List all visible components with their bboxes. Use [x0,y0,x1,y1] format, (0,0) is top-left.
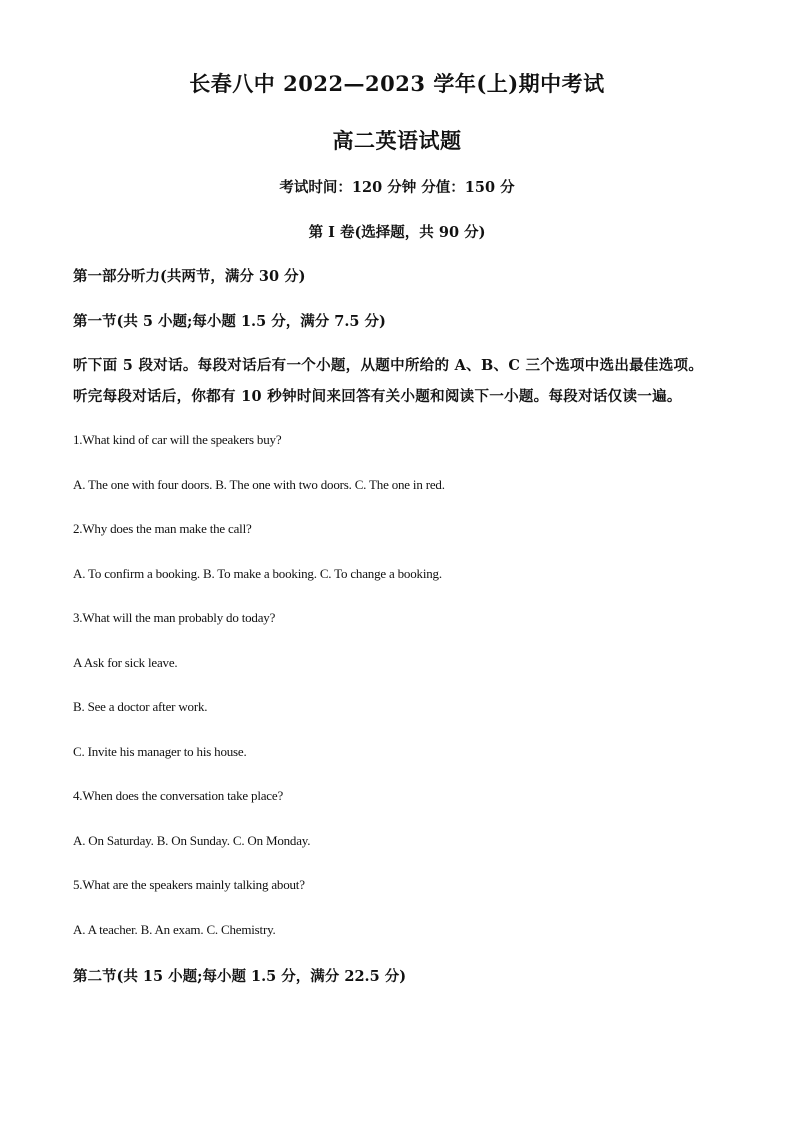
question-1-stem: 1.What kind of car will the speakers buy? [73,432,282,447]
question-5-options: A. A teacher. B. An exam. C. Chemistry. [73,922,276,937]
instruction-line-1: 听下面 5 段对话。每段对话后有一个小题，从题中所给的 A、B、C 三个选项中选出最佳选项。 [73,357,704,374]
question-2-stem: 2.Why does the man make the call? [73,521,252,536]
question-4-stem: 4.When does the conversation take place? [73,788,284,803]
exam-title: 长春八中 2022—2023 学年(上)期中考试 [189,71,605,96]
section2-heading: 第二节(共 15 小题;每小题 1.5 分，满分 22.5 分) [73,968,407,985]
question-3-option-c: C. Invite his manager to his house. [73,744,247,759]
section1-heading: 第一节(共 5 小题;每小题 1.5 分，满分 7.5 分) [73,313,386,330]
question-3-option-a: A Ask for sick leave. [73,655,178,670]
question-3-stem: 3.What will the man probably do today? [73,610,276,625]
part1-heading: 第一部分听力(共两节，满分 30 分) [73,268,306,285]
instruction-line-2: 听完每段对话后，你都有 10 秒钟时间来回答有关小题和阅读下一小题。每段对话仅读一遍。 [73,388,682,405]
question-1-options: A. The one with four doors. B. The one with two doors. C. The one in red. [73,477,445,492]
question-2-options: A. To confirm a booking. B. To make a booking. C. To change a booking. [73,566,442,581]
exam-info: 考试时间：120 分钟 分值：150 分 [279,179,515,196]
question-4-options: A. On Saturday. B. On Sunday. C. On Monday. [73,833,311,848]
volume-heading: 第 I 卷(选择题，共 90 分) [308,224,486,241]
question-5-stem: 5.What are the speakers mainly talking about? [73,877,305,892]
question-3-option-b: B. See a doctor after work. [73,699,208,714]
exam-subtitle: 高二英语试题 [332,128,462,153]
